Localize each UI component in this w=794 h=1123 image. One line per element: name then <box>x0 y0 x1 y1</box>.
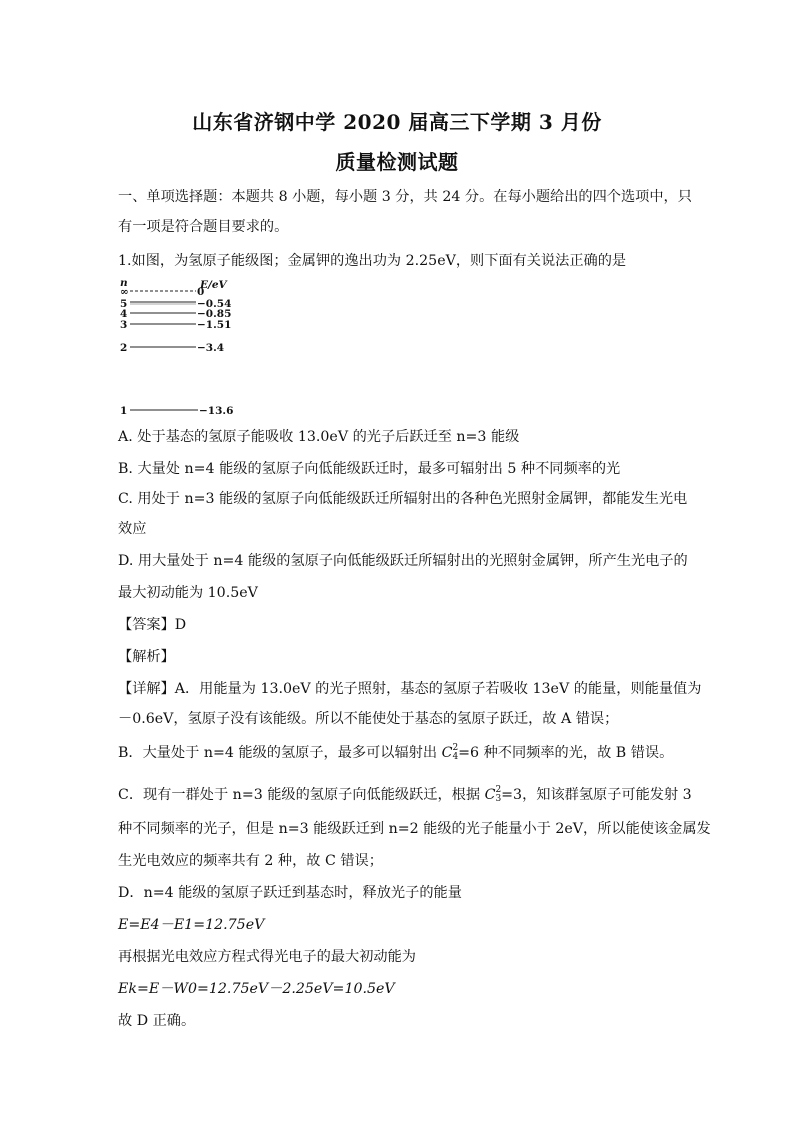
detail-d-line1: D．n=4 能级的氢原子跃迁到基态时，释放光子的能量 <box>118 885 462 901</box>
level-e-inf: 0 <box>197 286 205 298</box>
level-n-5: 5 <box>120 298 128 310</box>
comb-symbol: C <box>484 787 496 803</box>
detail-d-conclusion: 故 D 正确。 <box>118 1013 196 1029</box>
combination-c32 <box>485 787 502 803</box>
option-a: A. 处于基态的氢原子能吸收 13.0eV 的光子后跃迁至 n=3 能级 <box>118 429 520 445</box>
detail-d-formula1: E=E4－E1=12.75eV <box>118 917 265 933</box>
combination-c42 <box>442 745 459 761</box>
detail-c-prefix: C．现有一群处于 n=3 能级的氢原子向低能级跃迁，根据 <box>118 787 485 803</box>
detail-c-line1 <box>118 784 692 804</box>
option-d-line2: 最大初动能为 10.5eV <box>118 585 258 601</box>
answer-label: 【答案】D <box>118 617 187 633</box>
option-d-line1: D. 用大量处于 n=4 能级的氢原子向低能级跃迁所辐射出的光照射金属钾，所产生光电子的 <box>118 553 688 569</box>
comb-sup: 2 <box>495 785 502 795</box>
level-n-3: 3 <box>120 319 128 331</box>
detail-b-line <box>118 742 673 762</box>
detail-c-line3: 生光电效应的频率共有 2 种，故 C 错误； <box>118 853 383 869</box>
comb-symbol: C <box>441 745 453 761</box>
detail-d-line3: 再根据光电效应方程式得光电子的最大初动能为 <box>118 949 416 965</box>
document-title: 山东省济钢中学 2020 届高三下学期 3 月份 <box>192 110 602 134</box>
energy-level-svg <box>118 277 258 420</box>
detail-a-line2: －0.6eV，氢原子没有该能级。所以不能使处于基态的氢原子跃迁，故 A 错误； <box>118 711 619 727</box>
axis-n-label: n <box>120 277 128 289</box>
section-instruction-line2: 有一项是符合题目要求的。 <box>118 219 289 235</box>
level-e-4: −0.85 <box>197 308 232 320</box>
energy-level-diagram <box>118 277 258 420</box>
option-c-line1: C. 用处于 n=3 能级的氢原子向低能级跃迁所辐射出的各种色光照射金属钾，都能发生光电 <box>118 491 688 507</box>
analysis-heading: 【解析】 <box>118 649 175 665</box>
detail-d-formula2: Ek=E－W0=12.75eV－2.25eV=10.5eV <box>118 981 395 997</box>
comb-sup: 2 <box>452 743 459 753</box>
detail-b-prefix: B．大量处于 n=4 能级的氢原子，最多可以辐射出 <box>118 745 442 761</box>
detail-c-suffix: =3，知该群氢原子可能发射 3 <box>501 787 692 803</box>
level-n-1: 1 <box>120 405 128 417</box>
detail-c-line2: 种不同频率的光子，但是 n=3 能级跃迁到 n=2 能级的光子能量小于 2eV，所以能使该金属发 <box>118 821 711 837</box>
level-e-3: −1.51 <box>197 319 232 331</box>
level-n-inf: ∞ <box>120 286 129 298</box>
question-stem: 1.如图，为氢原子能级图；金属钾的逸出功为 2.25eV，则下面有关说法正确的是 <box>118 253 627 269</box>
comb-sub: 4 <box>452 752 459 762</box>
detail-a-line1: 【详解】A．用能量为 13.0eV 的光子照射，基态的氢原子若吸收 13eV 的能量，则能量值为 <box>118 681 702 697</box>
level-e-5: −0.54 <box>197 298 232 310</box>
level-e-2: −3.4 <box>197 342 225 354</box>
option-c-line2: 效应 <box>118 521 147 537</box>
level-n-4: 4 <box>120 308 128 320</box>
option-b: B. 大量处 n=4 能级的氢原子向低能级跃迁时，最多可辐射出 5 种不同频率的光 <box>118 461 621 477</box>
comb-sub: 3 <box>495 794 502 804</box>
document-subtitle: 质量检测试题 <box>335 150 459 174</box>
section-instruction-line1: 一、单项选择题：本题共 8 小题，每小题 3 分，共 24 分。在每小题给出的四个选项中，只 <box>118 189 692 205</box>
level-e-1: −13.6 <box>199 405 234 417</box>
detail-b-suffix: =6 种不同频率的光，故 B 错误。 <box>458 745 674 761</box>
level-n-2: 2 <box>120 342 128 354</box>
axis-e-label: E/eV <box>200 279 227 291</box>
